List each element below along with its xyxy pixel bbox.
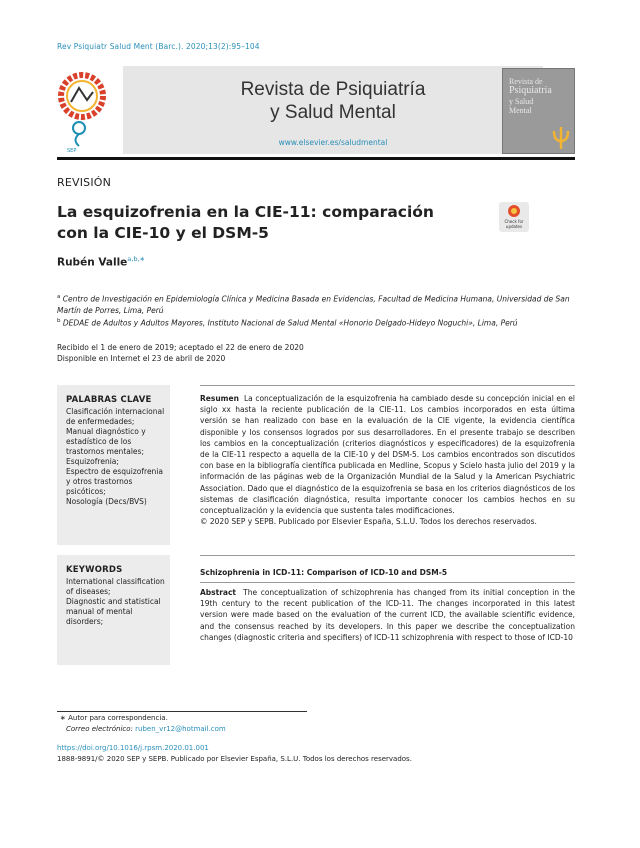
journal-url-link[interactable]: www.elsevier.es/saludmental bbox=[278, 138, 388, 147]
abstract-copyright: © 2020 SEP y SEPB. Publicado por Elsevier España, S.L.U. Todos los derechos reservados. bbox=[200, 517, 537, 527]
email-note bbox=[66, 724, 226, 735]
affiliation-text: Centro de Investigación en Epidemiología Clínica y Medicina Basada en Evidencias, Facultad de Medicina Humana, Universidad de San Martín de Porres, Lima, Perú bbox=[57, 294, 570, 315]
abstract-text: La conceptualización de la esquizofrenia ha cambiado desde su concepción inicial en el siglo xx hasta la reciente publicación de la CIE-11. Los cambios incorporados en esta última versión se han realizado con base en la evaluación de la CIE vigente, la evidencia científica disponible y los consensos logrados por sus desarrolladores. En el presente trabajo se describen los cambios en la conceptualización (criterios diagnósticos y especificadores) de la esquizofrenia de la CIE-11 respecto a aquella de la CIE-10 y del DSM-5. Los cambios encontrados son discutidos con base en la bibliografía científica publicada en Medline, Scopus y Scielo hasta julio del 2019 y la información de las páginas web de la Organización Mundial de la Salud y la American Psychiatric Association. Dado que el diagnóstico de la esquizofrenia se basa en los criterios diagnósticos de los sistemas de clasificación diagnóstica, resulta importante conocer los cambios hechos en su conceptualización y la evidencia que sustenta tales modificaciones. bbox=[200, 394, 575, 516]
keywords-list bbox=[66, 577, 166, 627]
abstract-rule bbox=[200, 385, 575, 386]
doi-link[interactable]: https://doi.org/10.1016/j.rpsm.2020.01.001 bbox=[57, 744, 209, 752]
abstract-rule bbox=[200, 582, 575, 583]
keyword-item: International classification of diseases; bbox=[66, 577, 165, 596]
journal-title-line1: Revista de Psiquiatría bbox=[240, 79, 426, 100]
psi-icon bbox=[551, 125, 571, 151]
crossmark-button[interactable] bbox=[499, 202, 529, 232]
author-line bbox=[57, 255, 145, 269]
cover-line: y Salud bbox=[509, 97, 534, 106]
keyword-item: Nosología (Decs/BVS) bbox=[66, 497, 147, 506]
abstract-rule bbox=[200, 555, 575, 556]
correspondence-note: ∗ Autor para correspondencia. bbox=[60, 714, 168, 722]
cover-line: Mental bbox=[509, 106, 532, 115]
keywords-es-box bbox=[57, 385, 170, 545]
keyword-item: Clasificación internacional de enfermedades; bbox=[66, 407, 165, 426]
affiliation-text: DEDAE de Adultos y Adultos Mayores, Instituto Nacional de Salud Mental «Honorio Delgado-Hideyo Noguchi», Lima, Perú bbox=[62, 318, 518, 328]
affiliation-mark: a bbox=[57, 294, 61, 300]
abstract-text: The conceptualization of schizophrenia has changed from its initial conception in the 19th century to the recent publication of the ICD-11. The changes incorporated in this latest version were made based on the evaluation of the current ICD, the available scientific evidence, and the consensus reached by its developers. In this paper we describe the conceptualization changes (diagnostic criteria and specifiers) of ICD-11 schizophrenia with respect to those of ICD-10 bbox=[200, 588, 575, 642]
affiliation bbox=[57, 292, 575, 316]
affiliation bbox=[57, 316, 575, 329]
abstract-label: Abstract bbox=[200, 588, 237, 597]
article-title bbox=[57, 202, 477, 244]
keyword-item: Manual diagnóstico y estadístico de los trastornos mentales; bbox=[66, 427, 146, 456]
keyword-item: Espectro de esquizofrenia y otros trastornos psicóticos; bbox=[66, 467, 163, 496]
abstract-en bbox=[200, 587, 575, 643]
crossmark-label: Check for updates bbox=[504, 219, 524, 229]
keywords-list bbox=[66, 407, 166, 507]
affiliation-mark: b bbox=[57, 318, 61, 324]
cover-line: Revista de bbox=[509, 77, 543, 86]
journal-title-band bbox=[123, 66, 543, 154]
crossmark-icon bbox=[508, 205, 520, 217]
article-dates bbox=[57, 342, 304, 364]
author-marks[interactable]: a,b,∗ bbox=[127, 255, 145, 263]
keywords-en-box bbox=[57, 555, 170, 665]
header-rule bbox=[57, 157, 575, 160]
author-name[interactable]: Rubén Valle bbox=[57, 256, 128, 269]
journal-header bbox=[57, 66, 575, 158]
email-label: Correo electrónico: bbox=[66, 725, 133, 733]
journal-citation: Rev Psiquiatr Salud Ment (Barc.). 2020;13(2):95–104 bbox=[57, 42, 260, 51]
logo-caption: SEP bbox=[67, 148, 77, 154]
keyword-item: Esquizofrenia; bbox=[66, 457, 119, 466]
title-line: con la CIE-10 y el DSM-5 bbox=[57, 224, 269, 242]
abstract-label: Resumen bbox=[200, 394, 239, 403]
article-section: REVISIÓN bbox=[57, 176, 112, 189]
email-link[interactable]: ruben_vr12@hotmail.com bbox=[135, 725, 226, 733]
english-title: Schizophrenia in ICD-11: Comparison of ICD-10 and DSM-5 bbox=[200, 568, 448, 577]
keyword-item: Diagnostic and statistical manual of mental disorders; bbox=[66, 597, 161, 626]
issn-line: 1888-9891/© 2020 SEP y SEPB. Publicado por Elsevier España, S.L.U. Todos los derechos reservados. bbox=[57, 755, 412, 763]
title-line: La esquizofrenia en la CIE-11: comparación bbox=[57, 203, 434, 221]
abstract-es bbox=[200, 393, 575, 527]
cover-line: Psiquiatría bbox=[509, 85, 552, 96]
journal-cover-image bbox=[502, 68, 575, 154]
received-date: Recibido el 1 de enero de 2019; aceptado el 22 de enero de 2020 bbox=[57, 343, 304, 352]
journal-title-line2: y Salud Mental bbox=[270, 102, 396, 123]
footnote-rule bbox=[57, 711, 307, 712]
society-logo bbox=[57, 66, 119, 158]
keywords-heading: PALABRAS CLAVE bbox=[66, 395, 152, 405]
keywords-heading: KEYWORDS bbox=[66, 565, 123, 575]
online-date: Disponible en Internet el 23 de abril de 2020 bbox=[57, 354, 226, 363]
